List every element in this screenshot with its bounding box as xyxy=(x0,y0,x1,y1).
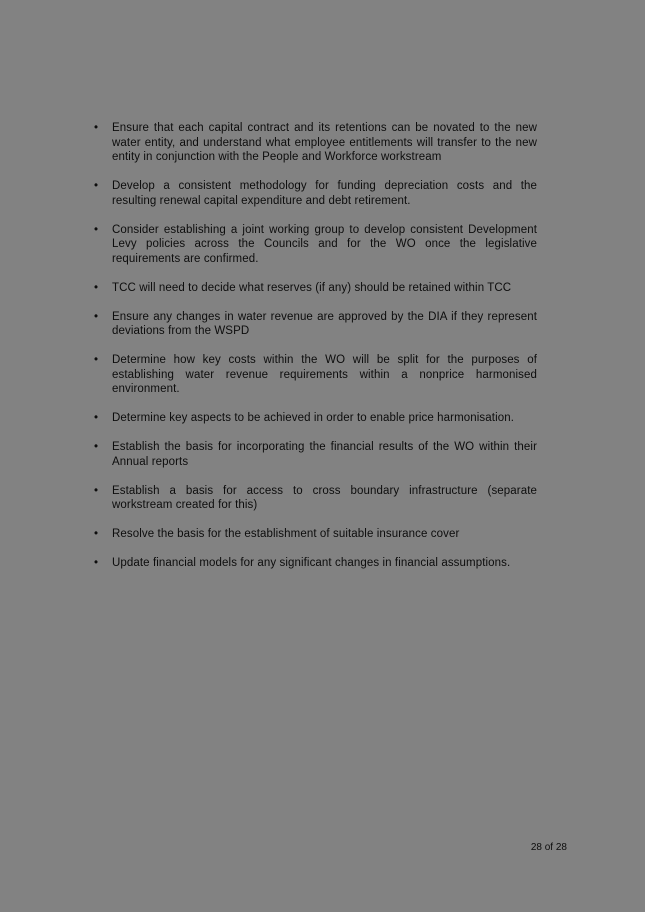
bullet-text: Develop a consistent methodology for funding depreciation costs and the resulting renewal capital expenditure and debt retirement. xyxy=(112,180,537,207)
page-number: 28 of 28 xyxy=(530,842,567,853)
bullet-text: TCC will need to decide what reserves (if any) should be retained within TCC xyxy=(112,281,512,294)
list-item xyxy=(93,310,537,339)
list-item xyxy=(93,353,537,397)
list-item xyxy=(93,281,537,296)
bullet-icon: • xyxy=(94,281,99,294)
bullet-text: Ensure any changes in water revenue are approved by the DIA if they represent deviations from the WSPD xyxy=(112,310,537,337)
bullet-icon: • xyxy=(94,557,99,569)
bullet-text: Update financial models for any significant changes in financial assumptions. xyxy=(112,557,511,569)
list-item xyxy=(93,179,537,208)
bullet-icon: • xyxy=(94,441,99,453)
bullet-text: Establish a basis for access to cross boundary infrastructure (separate workstream created for this) xyxy=(112,484,537,511)
list-item xyxy=(93,121,537,165)
list-item xyxy=(93,223,537,267)
bullet-text: Consider establishing a joint working group to develop consistent Development Levy policies across the Councils and for the WO once the legislative requirements are confirmed. xyxy=(112,223,537,265)
bullet-text: Ensure that each capital contract and its retentions can be novated to the new water entity, and understand what employee entitlements will transfer to the new entity in conjunction with the People and Workforce workstream xyxy=(112,122,537,163)
bullet-list xyxy=(93,121,537,571)
bullet-icon: • xyxy=(94,354,99,366)
bullet-icon: • xyxy=(94,223,99,236)
bullet-icon: • xyxy=(94,484,99,497)
bullet-text: Determine key aspects to be achieved in order to enable price harmonisation. xyxy=(112,412,515,424)
list-item xyxy=(93,527,537,542)
list-item xyxy=(93,484,537,513)
bullet-icon: • xyxy=(94,412,99,424)
bullet-icon: • xyxy=(94,528,99,540)
bullet-icon: • xyxy=(94,310,99,323)
list-item xyxy=(93,556,537,571)
bullet-text: Determine how key costs within the WO will be split for the purposes of establishing water revenue requirements within a nonprice harmonised environment. xyxy=(112,354,537,395)
bullet-icon: • xyxy=(94,180,99,192)
bullet-text: Resolve the basis for the establishment of suitable insurance cover xyxy=(112,528,460,540)
list-item xyxy=(93,411,537,426)
list-item xyxy=(93,440,537,469)
bullet-icon: • xyxy=(94,122,99,134)
bullet-text: Establish the basis for incorporating the financial results of the WO within their Annual reports xyxy=(112,441,537,468)
